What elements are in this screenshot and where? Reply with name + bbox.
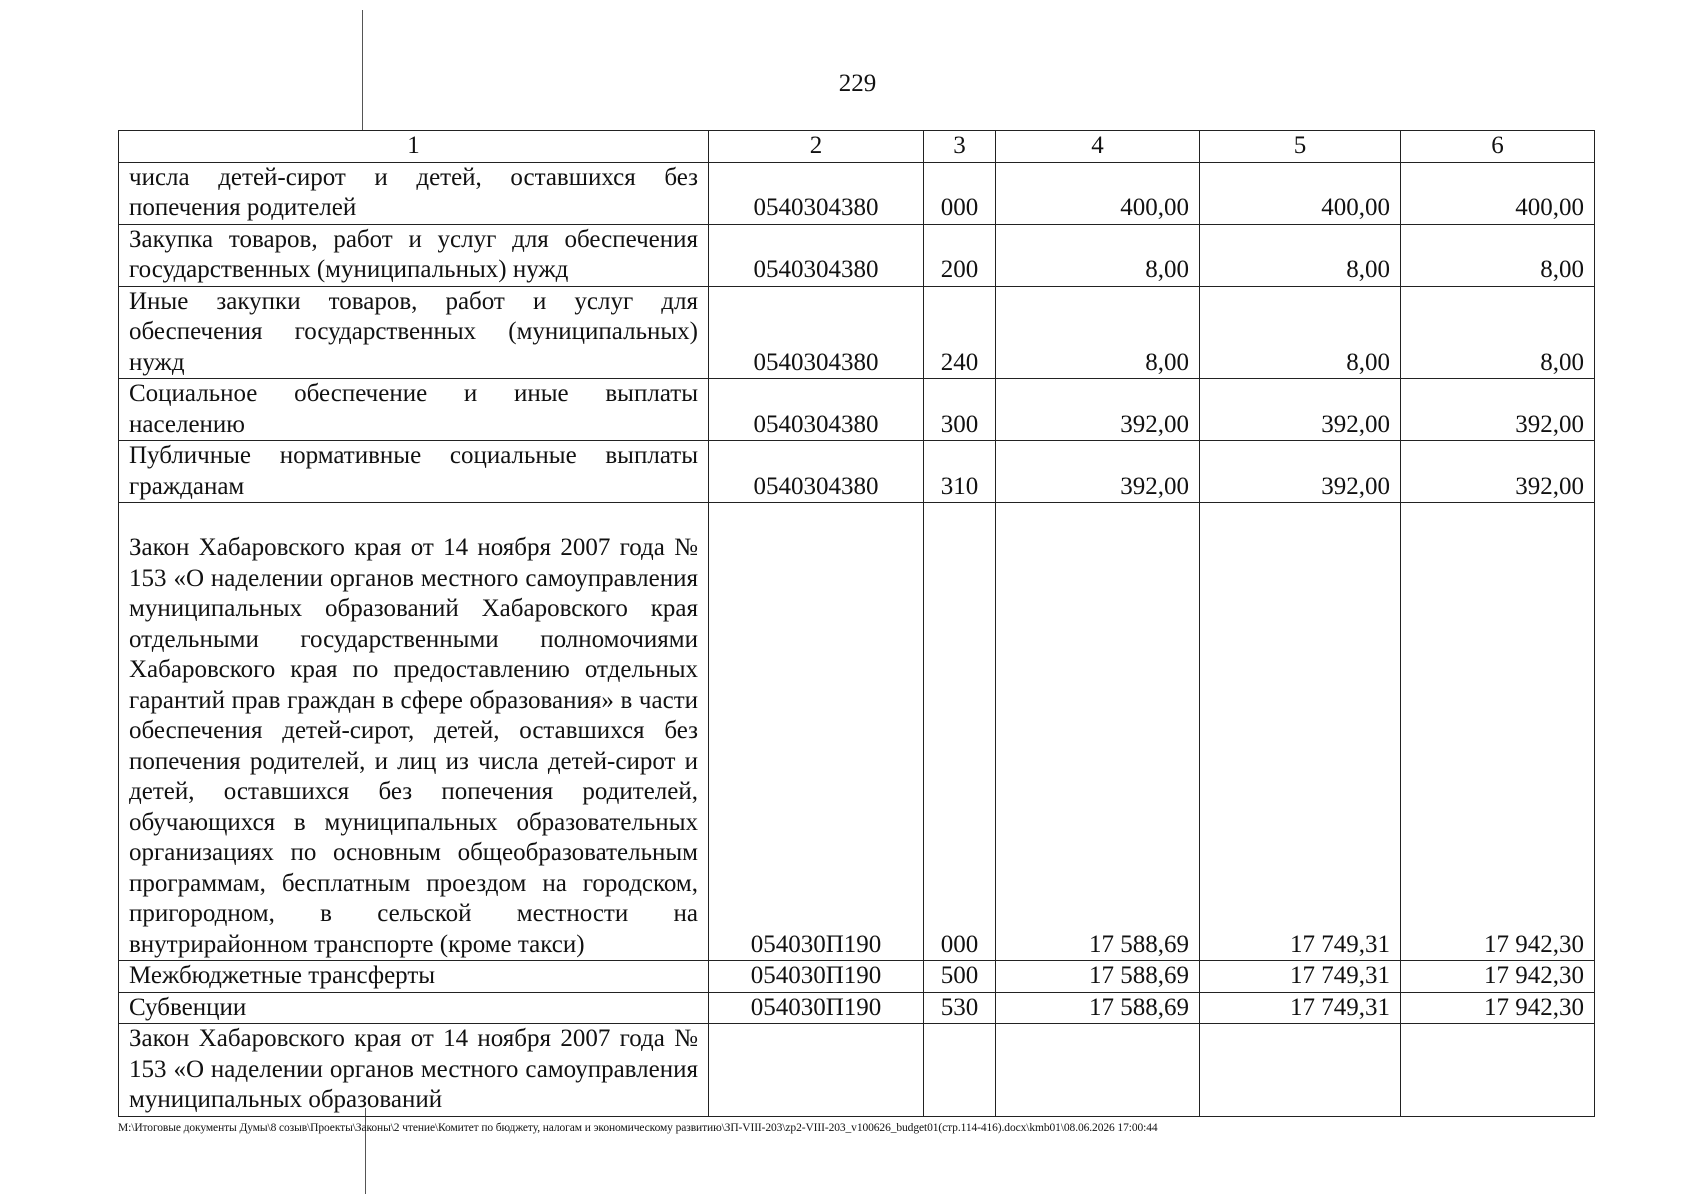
row-value-3: 17 942,30 [1401, 992, 1595, 1024]
row-value-2: 8,00 [1200, 286, 1401, 379]
row-value-3 [1401, 1024, 1595, 1117]
header-cell: 6 [1401, 131, 1595, 163]
row-value-1: 17 588,69 [996, 503, 1200, 961]
row-value-2: 17 749,31 [1200, 992, 1401, 1024]
budget-table [118, 130, 1595, 1117]
row-value-1: 17 588,69 [996, 992, 1200, 1024]
page-number: 229 [838, 70, 877, 97]
row-value-2: 8,00 [1200, 224, 1401, 286]
row-type: 000 [924, 162, 996, 224]
row-value-3: 8,00 [1401, 286, 1595, 379]
row-name: Межбюджетные трансферты [119, 961, 709, 993]
header-cell: 1 [119, 131, 709, 163]
row-type: 240 [924, 286, 996, 379]
row-name: Закон Хабаровского края от 14 ноября 2007 года № 153 «О наделении органов местного самоуправления муниципальных образований Хабаровского края отдельными государственными полномочиями Хабаровского края по предоставлению отдельных гарантий прав граждан в сфере образования» в части обеспечения детей-сирот, детей, оставшихся без попечения родителей, и лиц из числа детей-сирот и детей, оставшихся без попечения родителей, обучающихся в муниципальных образовательных организациях по основным общеобразовательным программам, бесплатным проездом на городском, пригородном, в сельской местности на внутрирайонном транспорте (кроме такси) [119, 503, 709, 961]
table-row [119, 503, 1595, 961]
table-row [119, 224, 1595, 286]
table-row [119, 379, 1595, 441]
row-value-2: 17 749,31 [1200, 503, 1401, 961]
row-value-3: 17 942,30 [1401, 961, 1595, 993]
table-row [119, 441, 1595, 503]
row-value-2: 400,00 [1200, 162, 1401, 224]
row-code: 054030П190 [709, 503, 924, 961]
row-code: 054030П190 [709, 961, 924, 993]
row-value-3: 392,00 [1401, 379, 1595, 441]
header-cell: 5 [1200, 131, 1401, 163]
row-value-2: 17 749,31 [1200, 961, 1401, 993]
row-type: 000 [924, 503, 996, 961]
row-type: 300 [924, 379, 996, 441]
row-value-1: 392,00 [996, 379, 1200, 441]
row-value-1: 8,00 [996, 286, 1200, 379]
row-value-1: 8,00 [996, 224, 1200, 286]
table-row [119, 162, 1595, 224]
row-value-1 [996, 1024, 1200, 1117]
row-value-3: 8,00 [1401, 224, 1595, 286]
row-type: 500 [924, 961, 996, 993]
row-value-1: 17 588,69 [996, 961, 1200, 993]
row-type: 310 [924, 441, 996, 503]
row-type: 200 [924, 224, 996, 286]
row-code: 0540304380 [709, 379, 924, 441]
row-value-3: 17 942,30 [1401, 503, 1595, 961]
row-value-2 [1200, 1024, 1401, 1117]
row-type: 530 [924, 992, 996, 1024]
footer-file-path: M:\Итоговые документы Думы\8 созыв\Проекты\Законы\2 чтение\Комитет по бюджету, налогам и экономическому развитию\ЗП-VIII-203\zp2-VIII-203_v100626_budget01(стр.114-416).docx\kmb01\08.06.2026 17:00:44 [118, 1122, 1158, 1134]
header-cell: 4 [996, 131, 1200, 163]
table-row [119, 992, 1595, 1024]
row-type [924, 1024, 996, 1117]
row-code: 0540304380 [709, 441, 924, 503]
table-header-row [119, 131, 1595, 163]
row-name: Закон Хабаровского края от 14 ноября 2007 года № 153 «О наделении органов местного самоуправления муниципальных образований [119, 1024, 709, 1117]
header-cell: 3 [924, 131, 996, 163]
row-value-3: 392,00 [1401, 441, 1595, 503]
row-value-2: 392,00 [1200, 379, 1401, 441]
row-value-1: 392,00 [996, 441, 1200, 503]
row-code [709, 1024, 924, 1117]
row-name: числа детей-сирот и детей, оставшихся без попечения родителей [119, 162, 709, 224]
scan-line-bottom [365, 1108, 366, 1194]
table-body [119, 131, 1595, 1117]
row-code: 0540304380 [709, 286, 924, 379]
row-name: Субвенции [119, 992, 709, 1024]
row-name: Иные закупки товаров, работ и услуг для обеспечения государственных (муниципальных) нужд [119, 286, 709, 379]
table-row [119, 286, 1595, 379]
row-code: 0540304380 [709, 224, 924, 286]
row-value-1: 400,00 [996, 162, 1200, 224]
table-row [119, 1024, 1595, 1117]
row-name: Публичные нормативные социальные выплаты гражданам [119, 441, 709, 503]
scan-line-top [362, 10, 363, 130]
row-name: Социальное обеспечение и иные выплаты населению [119, 379, 709, 441]
table-row [119, 961, 1595, 993]
row-code: 0540304380 [709, 162, 924, 224]
row-value-2: 392,00 [1200, 441, 1401, 503]
row-name: Закупка товаров, работ и услуг для обеспечения государственных (муниципальных) нужд [119, 224, 709, 286]
row-value-3: 400,00 [1401, 162, 1595, 224]
row-code: 054030П190 [709, 992, 924, 1024]
header-cell: 2 [709, 131, 924, 163]
